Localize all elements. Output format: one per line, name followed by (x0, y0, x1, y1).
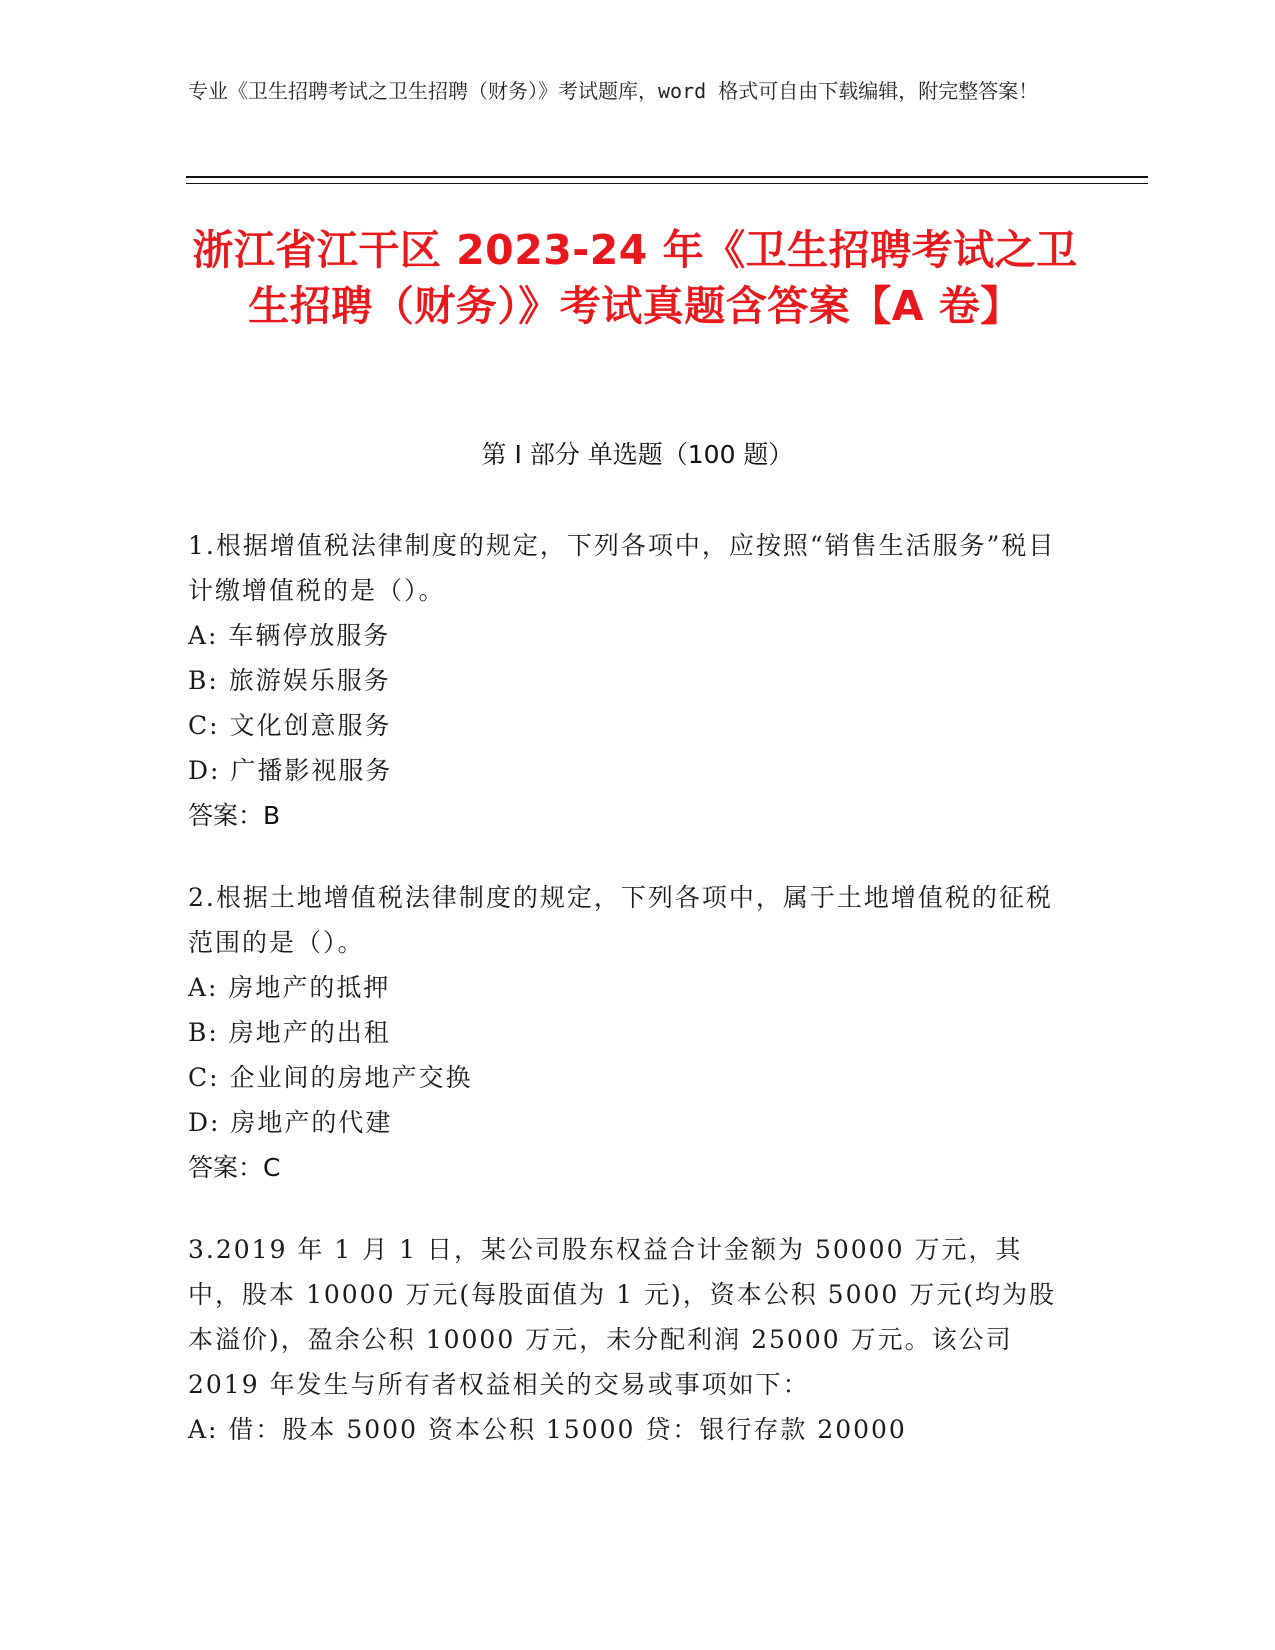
question-text: 2.根据土地增值税法律制度的规定，下列各项中，属于土地增值税的征税范围的是（）。 (188, 883, 1053, 957)
header-divider-thin (186, 183, 1148, 184)
document-title: 浙江省江干区 2023-24 年《卫生招聘考试之卫生招聘（财务）》考试真题含答案【A 卷】 (192, 226, 1078, 330)
question-text: 3.2019 年 1 月 1 日，某公司股东权益合计金额为 50000 万元，其中，股本 10000 万元(每股面值为 1 元)，资本公积 5000 万元(均为股本溢价)，盈余公积 10000 万元，未分配利润 25000 万元。该公司 2019 年发生与所有者权益相关的交易或事项如下： (188, 1235, 1057, 1399)
option-c: C: 文化创意服务 (188, 711, 392, 740)
question-1 (188, 523, 1068, 839)
question-text: 1.根据增值税法律制度的规定，下列各项中，应按照“销售生活服务”税目计缴增值税的是（）。 (188, 531, 1056, 605)
header-divider-thick (186, 176, 1148, 178)
option-d: D: 广播影视服务 (188, 756, 393, 785)
option-b: B: 房地产的出租 (188, 1018, 391, 1047)
option-a: A: 车辆停放服务 (188, 621, 391, 650)
option-a: A: 借：股本 5000 资本公积 15000 贷：银行存款 20000 (188, 1415, 907, 1444)
answer-text: 答案：C (188, 1153, 281, 1182)
option-b: B: 旅游娱乐服务 (188, 666, 391, 695)
answer-text: 答案：B (188, 801, 281, 830)
header-note: 专业《卫生招聘考试之卫生招聘（财务）》考试题库，word 格式可自由下载编辑，附完整答案！ (188, 79, 1039, 103)
question-list (188, 523, 1068, 1488)
option-d: D: 房地产的代建 (188, 1108, 393, 1137)
question-2 (188, 875, 1068, 1191)
option-c: C: 企业间的房地产交换 (188, 1063, 473, 1092)
option-a: A: 房地产的抵押 (188, 973, 391, 1002)
section-title: 第 I 部分 单选题（100 题） (481, 440, 794, 469)
question-3 (188, 1227, 1068, 1452)
